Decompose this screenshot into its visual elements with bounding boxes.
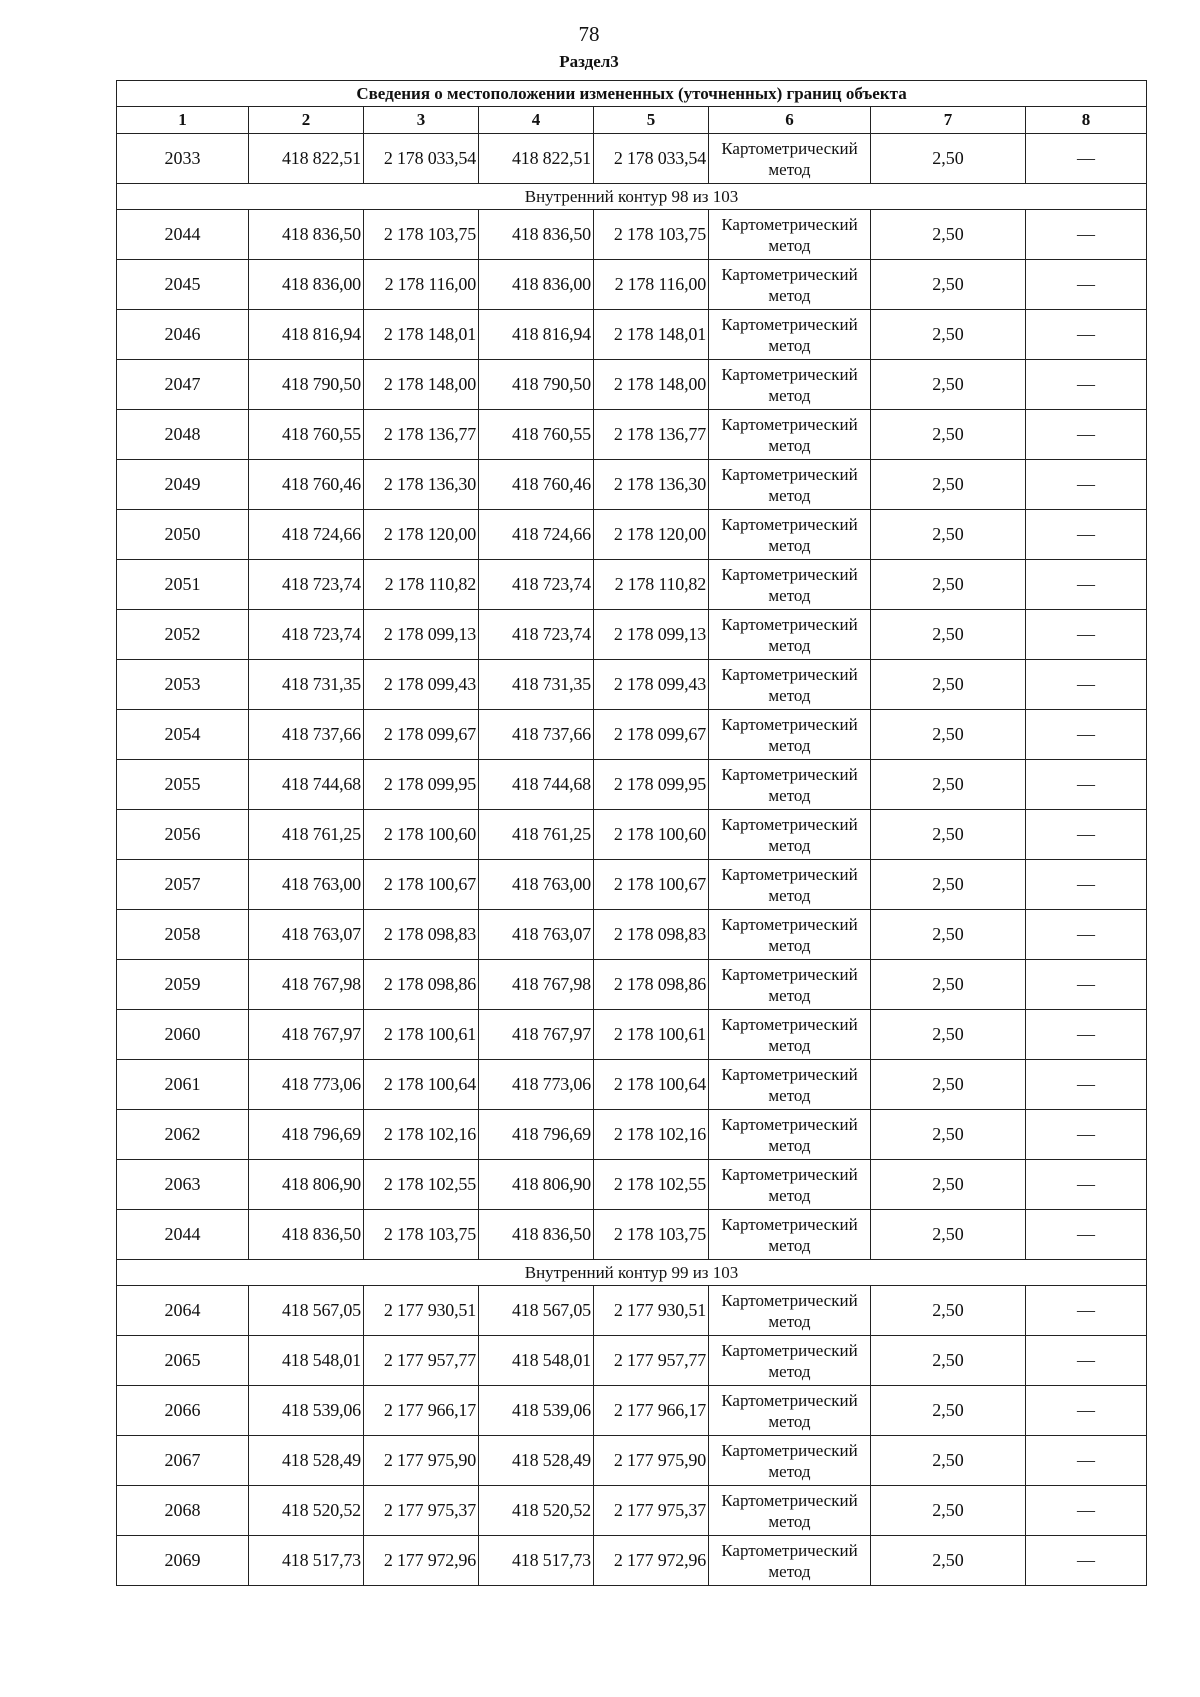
accuracy-cell: 2,50 <box>871 310 1026 360</box>
y-old-cell: 2 177 966,17 <box>364 1386 479 1436</box>
description-cell: — <box>1026 460 1147 510</box>
accuracy-cell: 2,50 <box>871 910 1026 960</box>
accuracy-cell: 2,50 <box>871 1436 1026 1486</box>
y-old-cell: 2 178 120,00 <box>364 510 479 560</box>
method-cell: Картометрический метод <box>709 1110 871 1160</box>
accuracy-cell: 2,50 <box>871 610 1026 660</box>
y-new-cell: 2 178 098,86 <box>594 960 709 1010</box>
column-number-row <box>117 107 1147 134</box>
description-cell: — <box>1026 410 1147 460</box>
x-new-cell: 418 723,74 <box>479 610 594 660</box>
y-new-cell: 2 178 148,00 <box>594 360 709 410</box>
x-old-cell: 418 737,66 <box>249 710 364 760</box>
method-cell: Картометрический метод <box>709 1486 871 1536</box>
description-cell: — <box>1026 760 1147 810</box>
table-row <box>117 1210 1147 1260</box>
y-new-cell: 2 178 099,43 <box>594 660 709 710</box>
y-old-cell: 2 177 975,37 <box>364 1486 479 1536</box>
accuracy-cell: 2,50 <box>871 1286 1026 1336</box>
accuracy-cell: 2,50 <box>871 1486 1026 1536</box>
description-cell: — <box>1026 210 1147 260</box>
table-row <box>117 1386 1147 1436</box>
method-cell: Картометрический метод <box>709 260 871 310</box>
x-new-cell: 418 520,52 <box>479 1486 594 1536</box>
point-number-cell: 2054 <box>117 710 249 760</box>
description-cell: — <box>1026 1536 1147 1586</box>
y-old-cell: 2 178 100,60 <box>364 810 479 860</box>
x-old-cell: 418 767,98 <box>249 960 364 1010</box>
table-row <box>117 1436 1147 1486</box>
x-new-cell: 418 548,01 <box>479 1336 594 1386</box>
x-old-cell: 418 763,07 <box>249 910 364 960</box>
accuracy-cell: 2,50 <box>871 1110 1026 1160</box>
x-new-cell: 418 539,06 <box>479 1386 594 1436</box>
x-old-cell: 418 760,55 <box>249 410 364 460</box>
y-new-cell: 2 178 148,01 <box>594 310 709 360</box>
description-cell: — <box>1026 710 1147 760</box>
accuracy-cell: 2,50 <box>871 360 1026 410</box>
y-old-cell: 2 178 136,30 <box>364 460 479 510</box>
accuracy-cell: 2,50 <box>871 710 1026 760</box>
point-number-cell: 2056 <box>117 810 249 860</box>
y-old-cell: 2 178 100,64 <box>364 1060 479 1110</box>
y-new-cell: 2 178 136,30 <box>594 460 709 510</box>
y-new-cell: 2 178 116,00 <box>594 260 709 310</box>
method-cell: Картометрический метод <box>709 960 871 1010</box>
point-number-cell: 2050 <box>117 510 249 560</box>
y-new-cell: 2 177 966,17 <box>594 1386 709 1436</box>
y-new-cell: 2 178 099,95 <box>594 760 709 810</box>
contour-label: Внутренний контур 98 из 103 <box>117 184 1147 210</box>
accuracy-cell: 2,50 <box>871 460 1026 510</box>
y-old-cell: 2 178 099,43 <box>364 660 479 710</box>
x-old-cell: 418 761,25 <box>249 810 364 860</box>
table-caption-row <box>117 81 1147 107</box>
contour-header-row <box>117 184 1147 210</box>
point-number-cell: 2044 <box>117 210 249 260</box>
x-new-cell: 418 567,05 <box>479 1286 594 1336</box>
method-cell: Картометрический метод <box>709 910 871 960</box>
point-number-cell: 2064 <box>117 1286 249 1336</box>
description-cell: — <box>1026 1336 1147 1386</box>
accuracy-cell: 2,50 <box>871 1010 1026 1060</box>
y-old-cell: 2 177 975,90 <box>364 1436 479 1486</box>
method-cell: Картометрический метод <box>709 1010 871 1060</box>
accuracy-cell: 2,50 <box>871 510 1026 560</box>
table-row <box>117 134 1147 184</box>
x-old-cell: 418 790,50 <box>249 360 364 410</box>
point-number-cell: 2048 <box>117 410 249 460</box>
point-number-cell: 2049 <box>117 460 249 510</box>
x-new-cell: 418 761,25 <box>479 810 594 860</box>
x-new-cell: 418 796,69 <box>479 1110 594 1160</box>
description-cell: — <box>1026 910 1147 960</box>
accuracy-cell: 2,50 <box>871 560 1026 610</box>
y-old-cell: 2 178 099,95 <box>364 760 479 810</box>
x-old-cell: 418 567,05 <box>249 1286 364 1336</box>
accuracy-cell: 2,50 <box>871 660 1026 710</box>
x-old-cell: 418 796,69 <box>249 1110 364 1160</box>
table-row <box>117 1160 1147 1210</box>
x-old-cell: 418 723,74 <box>249 610 364 660</box>
section-title: Раздел3 <box>559 52 619 71</box>
x-new-cell: 418 724,66 <box>479 510 594 560</box>
x-old-cell: 418 836,00 <box>249 260 364 310</box>
point-number-cell: 2051 <box>117 560 249 610</box>
y-new-cell: 2 178 100,67 <box>594 860 709 910</box>
point-number-cell: 2067 <box>117 1436 249 1486</box>
description-cell: — <box>1026 1210 1147 1260</box>
x-old-cell: 418 767,97 <box>249 1010 364 1060</box>
method-cell: Картометрический метод <box>709 1386 871 1436</box>
accuracy-cell: 2,50 <box>871 134 1026 184</box>
accuracy-cell: 2,50 <box>871 260 1026 310</box>
table-caption: Сведения о местоположении измененных (уточненных) границ объекта <box>117 81 1147 107</box>
x-old-cell: 418 517,73 <box>249 1536 364 1586</box>
y-old-cell: 2 178 148,00 <box>364 360 479 410</box>
description-cell: — <box>1026 134 1147 184</box>
method-cell: Картометрический метод <box>709 1160 871 1210</box>
y-new-cell: 2 177 975,90 <box>594 1436 709 1486</box>
table-row <box>117 410 1147 460</box>
contour-label: Внутренний контур 99 из 103 <box>117 1260 1147 1286</box>
y-new-cell: 2 178 103,75 <box>594 210 709 260</box>
y-old-cell: 2 177 972,96 <box>364 1536 479 1586</box>
accuracy-cell: 2,50 <box>871 1160 1026 1210</box>
y-new-cell: 2 177 975,37 <box>594 1486 709 1536</box>
table-row <box>117 1536 1147 1586</box>
method-cell: Картометрический метод <box>709 1210 871 1260</box>
x-old-cell: 418 731,35 <box>249 660 364 710</box>
column-number: 2 <box>249 107 364 134</box>
description-cell: — <box>1026 960 1147 1010</box>
y-new-cell: 2 178 098,83 <box>594 910 709 960</box>
x-old-cell: 418 822,51 <box>249 134 364 184</box>
y-new-cell: 2 178 103,75 <box>594 1210 709 1260</box>
y-old-cell: 2 178 100,67 <box>364 860 479 910</box>
accuracy-cell: 2,50 <box>871 1336 1026 1386</box>
y-old-cell: 2 178 033,54 <box>364 134 479 184</box>
description-cell: — <box>1026 1160 1147 1210</box>
x-old-cell: 418 724,66 <box>249 510 364 560</box>
method-cell: Картометрический метод <box>709 460 871 510</box>
accuracy-cell: 2,50 <box>871 960 1026 1010</box>
x-new-cell: 418 773,06 <box>479 1060 594 1110</box>
column-number: 3 <box>364 107 479 134</box>
y-old-cell: 2 178 148,01 <box>364 310 479 360</box>
x-new-cell: 418 528,49 <box>479 1436 594 1486</box>
table-row <box>117 860 1147 910</box>
point-number-cell: 2044 <box>117 1210 249 1260</box>
x-new-cell: 418 816,94 <box>479 310 594 360</box>
x-old-cell: 418 760,46 <box>249 460 364 510</box>
x-new-cell: 418 744,68 <box>479 760 594 810</box>
description-cell: — <box>1026 560 1147 610</box>
contour-header-row <box>117 1260 1147 1286</box>
method-cell: Картометрический метод <box>709 360 871 410</box>
description-cell: — <box>1026 310 1147 360</box>
method-cell: Картометрический метод <box>709 410 871 460</box>
x-old-cell: 418 806,90 <box>249 1160 364 1210</box>
y-new-cell: 2 177 957,77 <box>594 1336 709 1386</box>
x-new-cell: 418 517,73 <box>479 1536 594 1586</box>
y-old-cell: 2 177 930,51 <box>364 1286 479 1336</box>
y-old-cell: 2 178 098,86 <box>364 960 479 1010</box>
column-number: 1 <box>117 107 249 134</box>
y-old-cell: 2 178 099,67 <box>364 710 479 760</box>
accuracy-cell: 2,50 <box>871 810 1026 860</box>
x-new-cell: 418 763,00 <box>479 860 594 910</box>
x-old-cell: 418 744,68 <box>249 760 364 810</box>
column-number: 7 <box>871 107 1026 134</box>
x-new-cell: 418 767,98 <box>479 960 594 1010</box>
accuracy-cell: 2,50 <box>871 1386 1026 1436</box>
accuracy-cell: 2,50 <box>871 860 1026 910</box>
point-number-cell: 2062 <box>117 1110 249 1160</box>
description-cell: — <box>1026 660 1147 710</box>
table-row <box>117 660 1147 710</box>
point-number-cell: 2046 <box>117 310 249 360</box>
table-row <box>117 260 1147 310</box>
point-number-cell: 2069 <box>117 1536 249 1586</box>
table-row <box>117 1336 1147 1386</box>
table-row <box>117 510 1147 560</box>
point-number-cell: 2060 <box>117 1010 249 1060</box>
x-new-cell: 418 790,50 <box>479 360 594 410</box>
point-number-cell: 2065 <box>117 1336 249 1386</box>
x-new-cell: 418 836,00 <box>479 260 594 310</box>
y-new-cell: 2 178 099,67 <box>594 710 709 760</box>
accuracy-cell: 2,50 <box>871 760 1026 810</box>
method-cell: Картометрический метод <box>709 1436 871 1486</box>
y-old-cell: 2 178 098,83 <box>364 910 479 960</box>
description-cell: — <box>1026 860 1147 910</box>
method-cell: Картометрический метод <box>709 1060 871 1110</box>
method-cell: Картометрический метод <box>709 210 871 260</box>
point-number-cell: 2055 <box>117 760 249 810</box>
table-row <box>117 1110 1147 1160</box>
method-cell: Картометрический метод <box>709 760 871 810</box>
x-old-cell: 418 773,06 <box>249 1060 364 1110</box>
y-new-cell: 2 178 033,54 <box>594 134 709 184</box>
method-cell: Картометрический метод <box>709 710 871 760</box>
accuracy-cell: 2,50 <box>871 1210 1026 1260</box>
y-new-cell: 2 178 120,00 <box>594 510 709 560</box>
accuracy-cell: 2,50 <box>871 210 1026 260</box>
x-old-cell: 418 548,01 <box>249 1336 364 1386</box>
point-number-cell: 2063 <box>117 1160 249 1210</box>
y-old-cell: 2 178 099,13 <box>364 610 479 660</box>
table-body <box>117 134 1147 1586</box>
table-row <box>117 210 1147 260</box>
description-cell: — <box>1026 1436 1147 1486</box>
column-number: 6 <box>709 107 871 134</box>
table-row <box>117 810 1147 860</box>
y-old-cell: 2 178 103,75 <box>364 1210 479 1260</box>
x-new-cell: 418 763,07 <box>479 910 594 960</box>
point-number-cell: 2068 <box>117 1486 249 1536</box>
page-number: 78 <box>578 22 600 46</box>
method-cell: Картометрический метод <box>709 810 871 860</box>
x-old-cell: 418 520,52 <box>249 1486 364 1536</box>
point-number-cell: 2053 <box>117 660 249 710</box>
table-row <box>117 710 1147 760</box>
method-cell: Картометрический метод <box>709 134 871 184</box>
y-old-cell: 2 178 103,75 <box>364 210 479 260</box>
x-old-cell: 418 528,49 <box>249 1436 364 1486</box>
column-number: 4 <box>479 107 594 134</box>
table-row <box>117 310 1147 360</box>
method-cell: Картометрический метод <box>709 610 871 660</box>
y-new-cell: 2 178 102,55 <box>594 1160 709 1210</box>
method-cell: Картометрический метод <box>709 860 871 910</box>
x-new-cell: 418 760,46 <box>479 460 594 510</box>
method-cell: Картометрический метод <box>709 1536 871 1586</box>
boundary-coordinates-table <box>116 80 1147 1586</box>
table-row <box>117 760 1147 810</box>
table-row <box>117 910 1147 960</box>
description-cell: — <box>1026 1286 1147 1336</box>
x-new-cell: 418 822,51 <box>479 134 594 184</box>
method-cell: Картометрический метод <box>709 510 871 560</box>
point-number-cell: 2058 <box>117 910 249 960</box>
y-new-cell: 2 178 102,16 <box>594 1110 709 1160</box>
description-cell: — <box>1026 1110 1147 1160</box>
table-row <box>117 1010 1147 1060</box>
x-old-cell: 418 836,50 <box>249 1210 364 1260</box>
y-new-cell: 2 178 136,77 <box>594 410 709 460</box>
description-cell: — <box>1026 1486 1147 1536</box>
y-old-cell: 2 178 110,82 <box>364 560 479 610</box>
description-cell: — <box>1026 1010 1147 1060</box>
y-new-cell: 2 178 100,64 <box>594 1060 709 1110</box>
x-new-cell: 418 723,74 <box>479 560 594 610</box>
description-cell: — <box>1026 1060 1147 1110</box>
y-new-cell: 2 178 100,60 <box>594 810 709 860</box>
y-new-cell: 2 178 099,13 <box>594 610 709 660</box>
y-old-cell: 2 178 136,77 <box>364 410 479 460</box>
y-old-cell: 2 177 957,77 <box>364 1336 479 1386</box>
x-old-cell: 418 816,94 <box>249 310 364 360</box>
y-old-cell: 2 178 102,55 <box>364 1160 479 1210</box>
y-new-cell: 2 177 930,51 <box>594 1286 709 1336</box>
y-old-cell: 2 178 100,61 <box>364 1010 479 1060</box>
point-number-cell: 2057 <box>117 860 249 910</box>
y-old-cell: 2 178 116,00 <box>364 260 479 310</box>
description-cell: — <box>1026 360 1147 410</box>
x-old-cell: 418 763,00 <box>249 860 364 910</box>
description-cell: — <box>1026 1386 1147 1436</box>
y-old-cell: 2 178 102,16 <box>364 1110 479 1160</box>
x-old-cell: 418 836,50 <box>249 210 364 260</box>
table-row <box>117 1286 1147 1336</box>
accuracy-cell: 2,50 <box>871 1536 1026 1586</box>
description-cell: — <box>1026 810 1147 860</box>
y-new-cell: 2 177 972,96 <box>594 1536 709 1586</box>
table-row <box>117 1486 1147 1536</box>
method-cell: Картометрический метод <box>709 660 871 710</box>
table-row <box>117 560 1147 610</box>
description-cell: — <box>1026 260 1147 310</box>
table-row <box>117 360 1147 410</box>
method-cell: Картометрический метод <box>709 560 871 610</box>
description-cell: — <box>1026 610 1147 660</box>
point-number-cell: 2033 <box>117 134 249 184</box>
x-new-cell: 418 737,66 <box>479 710 594 760</box>
x-new-cell: 418 731,35 <box>479 660 594 710</box>
x-new-cell: 418 836,50 <box>479 1210 594 1260</box>
description-cell: — <box>1026 510 1147 560</box>
method-cell: Картометрический метод <box>709 310 871 360</box>
point-number-cell: 2047 <box>117 360 249 410</box>
x-new-cell: 418 836,50 <box>479 210 594 260</box>
point-number-cell: 2059 <box>117 960 249 1010</box>
point-number-cell: 2066 <box>117 1386 249 1436</box>
method-cell: Картометрический метод <box>709 1286 871 1336</box>
x-old-cell: 418 539,06 <box>249 1386 364 1436</box>
y-new-cell: 2 178 110,82 <box>594 560 709 610</box>
accuracy-cell: 2,50 <box>871 1060 1026 1110</box>
table-row <box>117 610 1147 660</box>
accuracy-cell: 2,50 <box>871 410 1026 460</box>
table-row <box>117 1060 1147 1110</box>
column-number: 8 <box>1026 107 1147 134</box>
table-row <box>117 460 1147 510</box>
method-cell: Картометрический метод <box>709 1336 871 1386</box>
point-number-cell: 2052 <box>117 610 249 660</box>
point-number-cell: 2045 <box>117 260 249 310</box>
x-new-cell: 418 767,97 <box>479 1010 594 1060</box>
column-number: 5 <box>594 107 709 134</box>
point-number-cell: 2061 <box>117 1060 249 1110</box>
x-old-cell: 418 723,74 <box>249 560 364 610</box>
y-new-cell: 2 178 100,61 <box>594 1010 709 1060</box>
table-row <box>117 960 1147 1010</box>
x-new-cell: 418 806,90 <box>479 1160 594 1210</box>
x-new-cell: 418 760,55 <box>479 410 594 460</box>
